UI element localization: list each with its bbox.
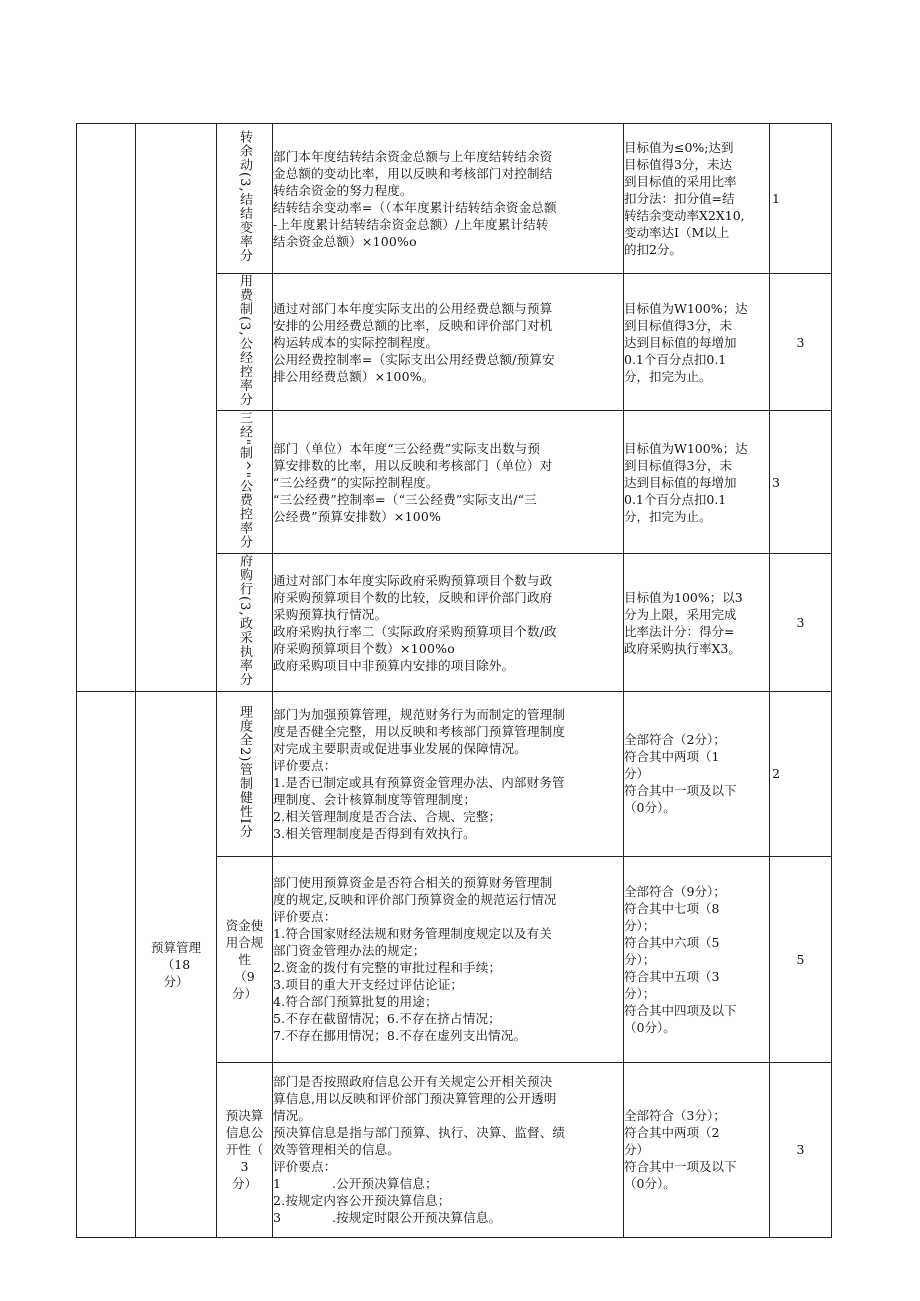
level1-cell — [77, 691, 136, 1237]
indicator-name: 转余动(3,结结变率分 — [217, 124, 273, 274]
scoring-standard: 目标值为W100%；达 到目标值得3分，未 达到目标值的每增加 0.1个百分点扣0.1 分，扣完为止。 — [624, 411, 770, 554]
scoring-standard: 全部符合（3分）； 符合其中两项（2 分） 符合其中一项及以下 （0分）。 — [624, 1062, 770, 1237]
category-name: 预算管理 （18 分） — [136, 691, 217, 1237]
scoring-standard: 全部符合（2分）； 符合其中两项（1 分） 符合其中一项及以下 （0分）。 — [624, 691, 770, 856]
indicator-description: 部门是否按照政府信息公开有关规定公开相关预决 算信息,用以反映和评价部门预决算管理的公开透明 情况。 预决算信息是指与部门预算、执行、决算、监督、绩 效等管理相关的信息。 评价要点： 1 .公开预决算信息； 2.按规定内容公开预决算信息； 3 .按规定时限公开预决算信息。 — [273, 1062, 624, 1237]
indicator-description: 部门为加强预算管理，规范财务行为而制定的管理制 度是否健全完整，用以反映和考核部门预算管理制度 对完成主要职责或促进事业发展的保障情况。 评价要点： 1.是否已制定或具有预算资金管理办法、内部财务管 理制度、会计核算制度等管理制度； 2.相关管理制度是否合法、合规、完整； 3.相关管理制度是否得到有效执行。 — [273, 691, 624, 856]
indicator-description: 部门（单位）本年度“三公经费”实际支出数与预 算安排数的比率，用以反映和考核部门（单位）对 “三公经费”的实际控制程度。 “三公经费”控制率=（“三公经费”实际支出/“三 公经费”预算安排数）×100% — [273, 411, 624, 554]
indicator-description: 部门本年度结转结余资金总额与上年度结转结余资 金总额的变动比率，用以反映和考核部门对控制结 转结余资金的努力程度。 结转结余变动率=（（本年度累计结转结余资金总额 -上年度累计结转结余资金总额）/上年度累计结转 结余资金总额）×100%o — [273, 124, 624, 274]
scoring-standard: 全部符合（9分）； 符合其中七项（8 分）； 符合其中六项（5 分）； 符合其中五项（3 分）； 符合其中四项及以下 （0分）。 — [624, 856, 770, 1062]
score-value: 5 — [770, 856, 832, 1062]
indicator-name: 预决算 信息公 开性（ 3 分） — [217, 1062, 273, 1237]
score-value: 3 — [770, 274, 832, 411]
scoring-standard: 目标值为W100%；达 到目标值得3分，未 达到目标值的每增加 0.1个百分点扣0.1 分，扣完为止。 — [624, 274, 770, 411]
score-value: 1 — [770, 124, 832, 274]
indicator-name: 三经"制^"公费控率分 — [217, 411, 273, 554]
level2-cell — [136, 124, 217, 692]
table-row — [77, 691, 832, 856]
scoring-standard: 目标值为≤0%;达到 目标值得3分，未达 到目标值的采用比率 扣分法：扣分值=结 转结余变动率X2X10, 变动率达I（M以上 的扣2分。 — [624, 124, 770, 274]
table-row — [77, 124, 832, 274]
score-value: 3 — [770, 411, 832, 554]
scoring-standard: 目标值为100%；以3 分为上限，采用完成 比率法计分：得分= 政府采购执行率X3。 — [624, 554, 770, 691]
indicator-name: 府购行(3,政采执率分 — [217, 554, 273, 691]
indicator-name: 用费制(3,公经控率分 — [217, 274, 273, 411]
indicator-name: 理度全2)管制健性I分 — [217, 691, 273, 856]
indicator-description: 通过对部门本年度实际政府采购预算项目个数与政 府采购预算项目个数的比较，反映和评价部门政府 采购预算执行情况。 政府采购执行率二（实际政府采购预算项目个数/政 府采购预算项目个数）×100%o 政府采购项目中非预算内安排的项目除外。 — [273, 554, 624, 691]
indicator-name: 资金使 用合规 性 （9 分） — [217, 856, 273, 1062]
indicator-description: 通过对部门本年度实际支出的公用经费总额与预算 安排的公用经费总额的比率，反映和评价部门对机 构运转成本的实际控制程度。 公用经费控制率=（实际支出公用经费总额/预算安 排公用经费总额）×100%。 — [273, 274, 624, 411]
indicator-description: 部门使用预算资金是否符合相关的预算财务管理制 度的规定,反映和评价部门预算资金的规范运行情况 评价要点： 1.符合国家财经法规和财务管理制度规定以及有关 部门资金管理办法的规定； 2.资金的拨付有完整的审批过程和手续； 3.项目的重大开支经过评估论证； 4.符合部门预算批复的用途； 5.不存在截留情况；6.不存在挤占情况； 7.不存在挪用情况；8.不存在虚列支出情况。 — [273, 856, 624, 1062]
level1-cell — [77, 124, 136, 692]
score-value: 3 — [770, 1062, 832, 1237]
score-value: 3 — [770, 554, 832, 691]
evaluation-table — [76, 123, 832, 1238]
score-value: 2 — [770, 691, 832, 856]
